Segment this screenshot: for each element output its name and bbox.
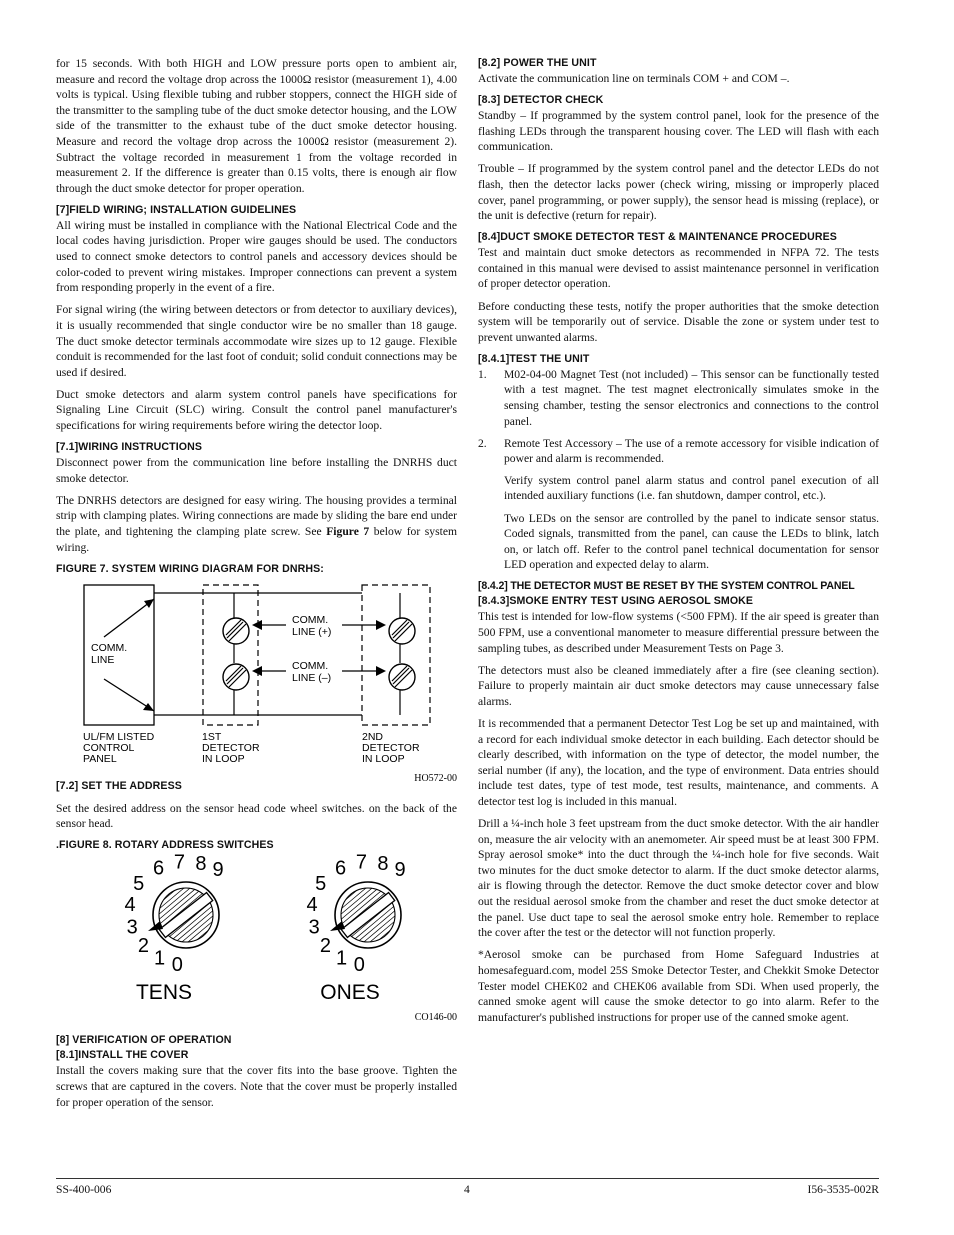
step-2-paragraph-3: Two LEDs on the sensor are controlled by the panel to indicate sensor status. Coded signals, transmitted from the panel, can cause the LEDs to blink, latch on, or latch off. Refer to the control panel technical documentation for sensor LED operation and expected delay to alarm. (504, 511, 879, 572)
step-text: M02-04-00 Magnet Test (not included) – This sensor can be functionally tested with a test magnet. The test magnet electronically simulates smoke in the sensing chamber, testing the sensor electronics and connections to the control panel. (504, 367, 879, 428)
list-item (478, 436, 879, 467)
detector-1-label-2: DETECTOR (202, 741, 260, 754)
footer-doc-code: I56-3535-002R (807, 1183, 879, 1196)
dial-digit: 8 (195, 853, 207, 876)
comm-line-label-1: COMM. (91, 641, 128, 654)
section-7-2-paragraph: Set the desired address on the sensor head code wheel switches. on the back of the sensor head. (56, 801, 457, 831)
dial-digit: 2 (319, 935, 331, 958)
section-7-heading: [7]FIELD WIRING; INSTALLATION GUIDELINES (56, 203, 297, 216)
panel-label-2: CONTROL (83, 741, 135, 754)
dial-digit: 4 (124, 894, 136, 917)
dial-digit: 8 (377, 853, 389, 876)
terminal-screw-icon (389, 664, 415, 690)
terminal-screw-icon (223, 664, 249, 690)
ones-rotary-switch (306, 853, 405, 976)
step-text: Remote Test Accessory – The use of a remote accessory for visible indication of power and alarm is recommended. (504, 436, 879, 466)
arrowhead (143, 703, 154, 711)
section-8-4-1-heading: [8.4.1]TEST THE UNIT (478, 352, 590, 365)
figure-8-title: .FIGURE 8. ROTARY ADDRESS SWITCHES (56, 839, 274, 852)
dial-digit: 7 (173, 853, 185, 874)
section-7-paragraph-1: All wiring must be installed in compliance with the National Electrical Code and the local codes having jurisdiction. Proper wire gauges should be used. The conductors used to connect smoke detectors to control panels and accessory devices should be color-coded to prevent wiring mistakes. Improper connections can prevent a system from responding properly in the event of a fire. (56, 218, 457, 295)
terminal-screw-icon (223, 618, 249, 644)
figure-7-reference: Figure 7 (326, 524, 370, 538)
step-number: 1. (478, 367, 487, 381)
section-8-1-heading: [8.1]INSTALL THE COVER (56, 1049, 189, 1062)
intro-paragraph: for 15 seconds. With both HIGH and LOW pressure ports open to ambient air, measure and record the voltage drop across the 1000Ω resistor (measurement 1), 4.00 volts is typical. Using flexible tubing and rubber stoppers, connect the HIGH side of the transmitter to the sampling tube of the duct smoke detector housing, and the LOW side of the transmitter to the exhaust tube of the duct smoke detector housing. Measure and record the voltage drop across the 1000Ω resistor (measurement 2). Subtract the voltage recorded in measurement 1 from the voltage recorded in measurement 2. If the difference is greater than 0.15 volts, there is enough air flow through the duct smoke detector for proper operation. (56, 57, 457, 195)
dial-digit: 7 (355, 853, 367, 874)
text-run: The DNRHS detectors are designed for easy wiring. The housing provides a terminal strip with clamping plates. Wiring connections are made by sliding the bare end under the plate, and tightening the clamping plate screw. See (56, 493, 457, 538)
comm-plus-label-1: COMM. (292, 613, 329, 626)
left-column (56, 56, 457, 1117)
dial-digit: 1 (335, 947, 348, 970)
ones-label: ONES (320, 981, 380, 1005)
section-7-paragraph-2: For signal wiring (the wiring between detectors or from detector to auxiliary devices), it is usually recommended that single conductor wire be no smaller than 18 gauge. The duct smoke detector terminals accommodate wire sizes up to 12 gauge. Flexible conduit is recommended for the last foot of conduit; solid conduit connections may be used if desired. (56, 303, 457, 379)
comm-minus-label-1: COMM. (292, 659, 329, 672)
dial-digit: 0 (353, 954, 365, 977)
section-8-3-paragraph-1: Standby – If programmed by the system control panel, look for the presence of the flashing LEDs through the transparent housing cover. The LED will flash with each communication. (478, 109, 879, 154)
comm-arrow-upper (104, 599, 154, 637)
right-column (478, 56, 879, 1032)
detector-2-label-2: DETECTOR (362, 741, 420, 754)
panel-label-1: UL/FM LISTED (83, 730, 155, 743)
wiring-diagram-svg (56, 583, 457, 783)
arrowhead (252, 666, 262, 676)
page-number: 4 (464, 1183, 470, 1196)
dial-digit: 0 (171, 954, 183, 977)
step-number: 2. (478, 436, 487, 450)
section-8-4-paragraph-1: Test and maintain duct smoke detectors as recommended in NFPA 72. The tests contained in this manual were devised to assist maintenance personnel in verification of proper detector operation. (478, 246, 879, 291)
figure-8-code: CO146-00 (414, 1012, 457, 1024)
section-8-4-3-paragraph-3: It is recommended that a permanent Detector Test Log be set up and maintained, with a record for each individual smoke detector in each building. Each detector should be clearly described, with information on the type of detector, the model number, the serial number (if any), the location, and the type of environment. Data entries should include test dates, type of test mode, test results, maintenance, and comments. A detector test log is included in this manual. (478, 717, 879, 808)
comm-line-label-2: LINE (91, 653, 115, 666)
section-7-1-paragraph-1: Disconnect power from the communication line before installing the DNRHS duct smoke detector. (56, 456, 457, 485)
tens-label: TENS (135, 981, 193, 1005)
section-8-4-3-paragraph-5: *Aerosol smoke can be purchased from Home Safeguard Industries at homesafeguard.com, model 25S Smoke Detector Tester, and Chekkit Smoke Detector Tester model CHEK02 and CHEK06 available from SDi. When used properly, the canned smoke agent will cause the smoke detector to go into alarm. Refer to the manufacturer's published instructions for proper use of the canned smoke agent. (478, 948, 879, 1024)
section-7-2-heading: [7.2] SET THE ADDRESS (56, 779, 182, 792)
section-8-1-paragraph: Install the covers making sure that the cover fits into the base groove. Tighten the screws that are captured in the covers. Note that the cover must be properly installed for proper operation of the sensor. (56, 1064, 457, 1109)
list-item (478, 367, 879, 429)
section-8-4-heading: [8.4]DUCT SMOKE DETECTOR TEST & MAINTENANCE PROCEDURES (478, 231, 837, 244)
step-2-paragraph-2: Verify system control panel alarm status and control panel execution of all intended auxiliary functions (i.e. fan shutdown, damper control, etc.). (504, 473, 879, 503)
figure-7-wiring-diagram (56, 583, 457, 783)
text-run: below for system wiring. (56, 524, 457, 554)
terminal-screw-icon (389, 618, 415, 644)
comm-plus-label-2: LINE (+) (292, 625, 332, 638)
footer-doc-number: SS-400-006 (56, 1183, 112, 1196)
panel-label-3: PANEL (83, 752, 117, 765)
detector-1-box (203, 585, 258, 725)
footer-rule (56, 1178, 879, 1179)
dial-digit: 9 (212, 859, 224, 882)
section-7-1-paragraph-2 (56, 493, 457, 555)
figure-7-code: HO572-00 (414, 772, 457, 783)
section-8-4-2-heading: [8.4.2] THE DETECTOR MUST BE RESET BY THE SYSTEM CONTROL PANEL (478, 580, 855, 593)
detector-1-label-1: 1ST (202, 730, 222, 743)
section-8-2-paragraph: Activate the communication line on terminals COM + and COM –. (478, 72, 790, 85)
section-8-4-3-paragraph-1: This test is intended for low-flow systems (<500 FPM). If the air speed is greater than 500 FPM, use a conventional manometer to measure differential pressure between the sampling tubes, as described under Measurement Tests on Page 3. (478, 610, 879, 655)
arrowhead (376, 666, 386, 676)
arrowhead (252, 620, 262, 630)
test-steps-list (478, 367, 879, 467)
section-8-4-3-heading: [8.4.3]SMOKE ENTRY TEST USING AEROSOL SMOKE (478, 595, 754, 608)
tens-rotary-switch (124, 853, 223, 976)
figure-8-rotary-switches (56, 853, 457, 1033)
arrowhead (376, 620, 386, 630)
dial-digit: 2 (137, 935, 149, 958)
section-7-1-heading: [7.1]WIRING INSTRUCTIONS (56, 441, 203, 454)
figure-7-title: FIGURE 7. SYSTEM WIRING DIAGRAM FOR DNRHS: (56, 562, 324, 575)
section-8-4-3-paragraph-2: The detectors must also be cleaned immediately after a fire (see cleaning section). Failure to properly maintain air duct smoke detectors may cause unnecessary false alarms. (478, 663, 879, 708)
section-8-3-heading: [8.3] DETECTOR CHECK (478, 94, 604, 107)
section-8-3-paragraph-2: Trouble – If programmed by the system control panel and the detector LEDs do not flash, then the detector lacks power (check wiring, missing or improperly placed cover, panel programming, or power supply), the sensor head is missing (replace), or the unit is defective (return for repair). (478, 162, 879, 223)
rotary-switches-svg (56, 853, 457, 1033)
dial-digit: 3 (126, 916, 138, 939)
dial-digit: 3 (308, 916, 320, 939)
arrowhead (144, 599, 154, 608)
section-8-4-paragraph-2: Before conducting these tests, notify the proper authorities that the smoke detection system will be temporarily out of service. Disable the zone or system under test to prevent unwanted alarms. (478, 299, 879, 344)
detector-2-label-1: 2ND (362, 730, 384, 743)
dial-digit: 5 (133, 873, 145, 896)
detector-2-box (362, 585, 430, 725)
dial-digit: 6 (334, 857, 347, 880)
dial-digit: 5 (315, 873, 327, 896)
section-8-2-heading: [8.2] POWER THE UNIT (478, 57, 597, 69)
dial-digit: 1 (153, 947, 166, 970)
comm-minus-label-2: LINE (–) (292, 671, 332, 684)
section-8-heading: [8] VERIFICATION OF OPERATION (56, 1034, 232, 1047)
detector-2-label-3: IN LOOP (362, 752, 405, 765)
dial-digit: 9 (394, 859, 406, 882)
detector-1-label-3: IN LOOP (202, 752, 245, 765)
dial-digit: 6 (152, 857, 165, 880)
section-8-4-3-paragraph-4: Drill a ¼-inch hole 3 feet upstream from the duct smoke detector. With the air handler on, measure the air velocity with an anemometer. Air speed must be at least 300 FPM. Spray aerosol smoke* into the duct through the ¼-inch hole for five seconds. Wait two minutes for the duct smoke detector to alarm. If the duct smoke detector alarms, air is flowing through the detector. Remove the duct smoke detector cover and blow out the residual aerosol smoke from the chamber and reset the duct smoke detector at the panel. Use duct tape to seal the aerosol smoke entry hole. Remember to replace the cover after the test or the detector will not function properly. (478, 817, 879, 940)
dial-digit: 4 (306, 894, 318, 917)
section-7-paragraph-3: Duct smoke detectors and alarm system control panels have specifications for Signaling Line Circuit (SLC) wiring. Consult the control panel manufacturer's specifications for wiring requirements before wiring the detector loop. (56, 387, 457, 432)
